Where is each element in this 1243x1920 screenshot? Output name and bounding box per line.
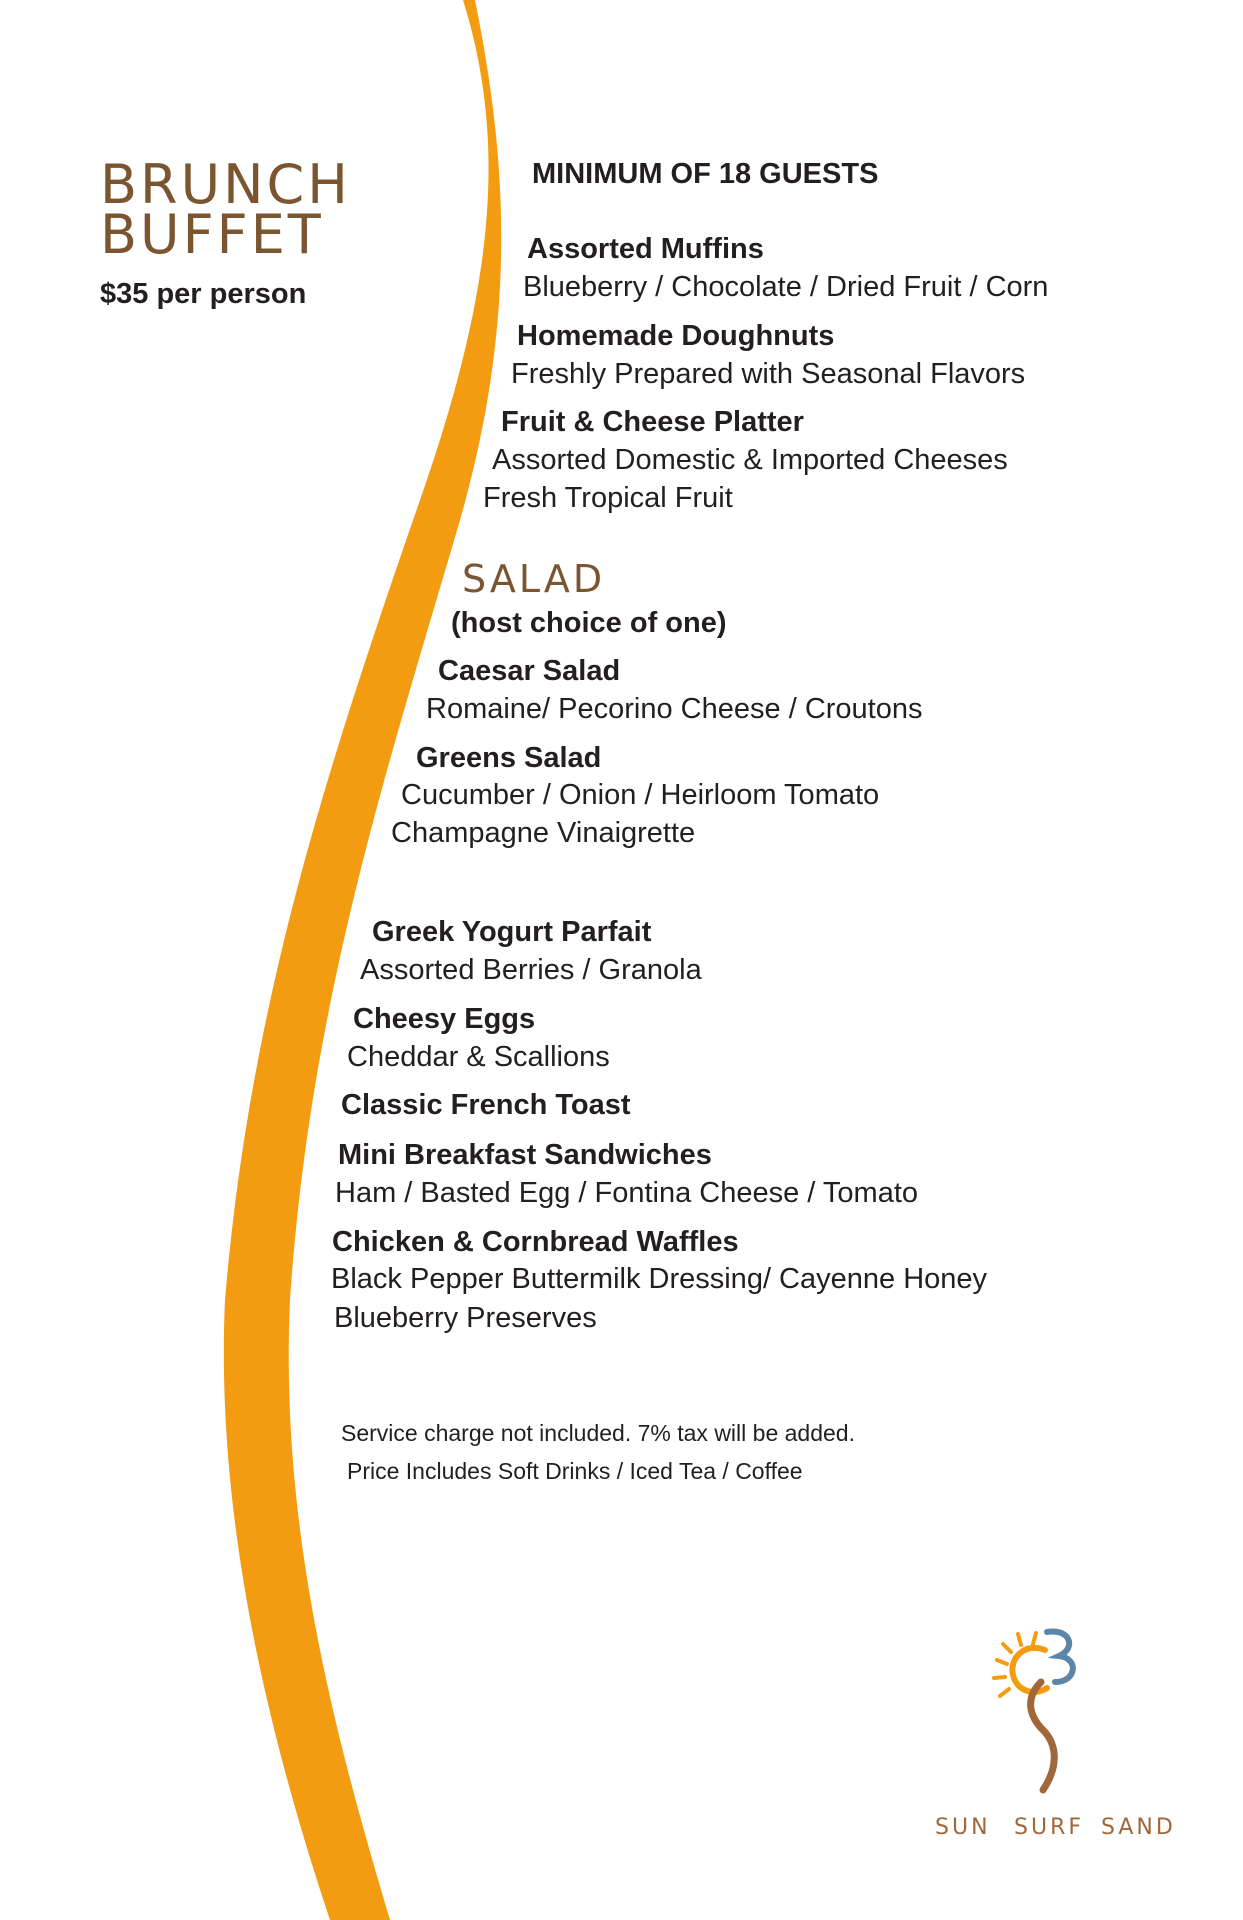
item-name: Caesar Salad bbox=[438, 655, 621, 687]
item-desc: Cheddar & Scallions bbox=[347, 1041, 610, 1073]
included-drinks-note: Price Includes Soft Drinks / Iced Tea / Coffee bbox=[347, 1458, 803, 1484]
item-desc: Ham / Basted Egg / Fontina Cheese / Tomato bbox=[335, 1177, 919, 1209]
item-desc: Assorted Berries / Granola bbox=[360, 954, 702, 986]
item-name: Cheesy Eggs bbox=[353, 1003, 536, 1035]
item-name: Assorted Muffins bbox=[527, 233, 764, 265]
item-name: Homemade Doughnuts bbox=[517, 320, 835, 352]
brand-word-sand: SAND bbox=[1101, 1815, 1176, 1840]
item-desc: Cucumber / Onion / Heirloom Tomato bbox=[401, 779, 880, 811]
item-name: Mini Breakfast Sandwiches bbox=[338, 1139, 712, 1171]
item-name: Fruit & Cheese Platter bbox=[501, 406, 804, 438]
item-desc: Blueberry / Chocolate / Dried Fruit / Corn bbox=[523, 271, 1049, 303]
item-desc: Black Pepper Buttermilk Dressing/ Cayenne Honey bbox=[331, 1263, 988, 1295]
item-name: Classic French Toast bbox=[341, 1089, 631, 1121]
brand-word-sun: SUN bbox=[935, 1815, 991, 1840]
item-desc: Romaine/ Pecorino Cheese / Croutons bbox=[426, 693, 923, 725]
menu-title bbox=[100, 153, 351, 266]
item-desc: Freshly Prepared with Seasonal Flavors bbox=[511, 358, 1026, 390]
item-name: Greek Yogurt Parfait bbox=[372, 916, 652, 948]
minimum-guests: MINIMUM OF 18 GUESTS bbox=[532, 158, 879, 190]
item-desc: Champagne Vinaigrette bbox=[391, 817, 696, 849]
title-line-2: BUFFET bbox=[100, 203, 324, 266]
brand-word-surf: SURF bbox=[1014, 1815, 1085, 1840]
item-name: Greens Salad bbox=[416, 742, 602, 774]
item-name: Chicken & Cornbread Waffles bbox=[332, 1226, 739, 1258]
price-per-person: $35 per person bbox=[100, 278, 307, 310]
salad-note: (host choice of one) bbox=[451, 607, 727, 639]
item-desc: Fresh Tropical Fruit bbox=[483, 482, 733, 514]
title-line-1: BRUNCH bbox=[100, 153, 351, 216]
sun-surf-sand-logo bbox=[985, 1620, 1105, 1810]
item-desc: Blueberry Preserves bbox=[334, 1302, 597, 1334]
service-charge-note: Service charge not included. 7% tax will be added. bbox=[341, 1420, 855, 1446]
item-desc: Assorted Domestic & Imported Cheeses bbox=[492, 444, 1008, 476]
salad-heading: SALAD bbox=[462, 557, 606, 601]
